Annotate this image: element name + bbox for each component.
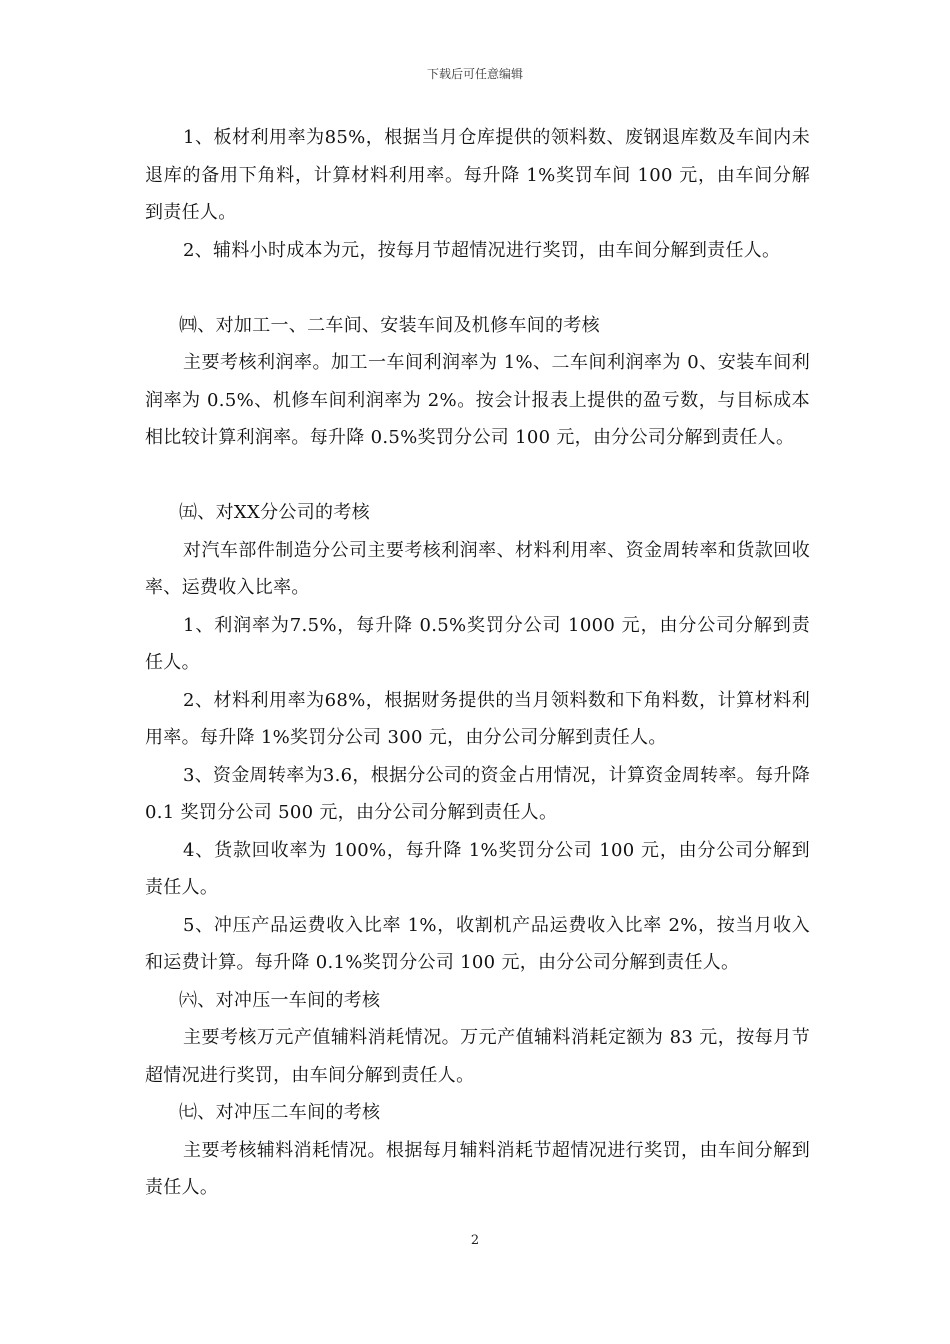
document-body (145, 119, 810, 1207)
paragraph-branch-collection: 4、货款回收率为 100%，每升降 1%奖罚分公司 100 元，由分公司分解到责任人。 (145, 839, 810, 898)
spacer (145, 269, 810, 307)
paragraph-profit-rate-workshops: 主要考核利润率。加工一车间利润率为 1%、二车间利润率为 0、安装车间利润率为 0.5%、机修车间利润率为 2%。按会计报表上提供的盈亏数，与目标成本相比较计算利润率。每升降 0.5%奖罚分公司 100 元，由分公司分解到责任人。 (145, 352, 810, 448)
paragraph-branch-material: 2、材料利用率为68%，根据财务提供的当月领料数和下角料数，计算材料利用率。每升降 1%奖罚分公司 300 元，由分公司分解到责任人。 (145, 689, 810, 748)
paragraph-stamping-two: 主要考核辅料消耗情况。根据每月辅料消耗节超情况进行奖罚，由车间分解到责任人。 (145, 1139, 810, 1198)
section-heading-4: ㈣、对加工一、二车间、安装车间及机修车间的考核 (179, 314, 600, 336)
paragraph-branch-capital-turnover: 3、资金周转率为3.6，根据分公司的资金占用情况，计算资金周转率。每升降 0.1 奖罚分公司 500 元，由分公司分解到责任人。 (145, 764, 810, 823)
section-heading-7: ㈦、对冲压二车间的考核 (179, 1102, 381, 1123)
spacer (145, 457, 810, 495)
page-header: 下载后可任意编辑 (426, 67, 523, 81)
page-number: 2 (470, 1233, 480, 1248)
paragraph-branch-freight: 5、冲压产品运费收入比率 1%，收割机产品运费收入比率 2%，按当月收入和运费计算。每升降 0.1%奖罚分公司 100 元，由分公司分解到责任人。 (145, 914, 810, 973)
paragraph-branch-overview: 对汽车部件制造分公司主要考核利润率、材料利用率、资金周转率和货款回收率、运费收入比率。 (145, 539, 810, 598)
paragraph-plate-utilization: 1、板材利用率为85%，根据当月仓库提供的领料数、废钢退库数及车间内未退库的备用下角料，计算材料利用率。每升降 1%奖罚车间 100 元，由车间分解到责任人。 (145, 127, 810, 223)
paragraph-stamping-one: 主要考核万元产值辅料消耗情况。万元产值辅料消耗定额为 83 元，按每月节超情况进行奖罚，由车间分解到责任人。 (145, 1027, 810, 1086)
paragraph-auxiliary-cost: 2、辅料小时成本为元，按每月节超情况进行奖罚，由车间分解到责任人。 (183, 239, 781, 261)
paragraph-branch-profit: 1、利润率为7.5%，每升降 0.5%奖罚分公司 1000 元，由分公司分解到责任人。 (145, 614, 810, 673)
section-heading-5: ㈤、对XX分公司的考核 (179, 502, 370, 523)
section-heading-6: ㈥、对冲压一车间的考核 (179, 989, 381, 1011)
